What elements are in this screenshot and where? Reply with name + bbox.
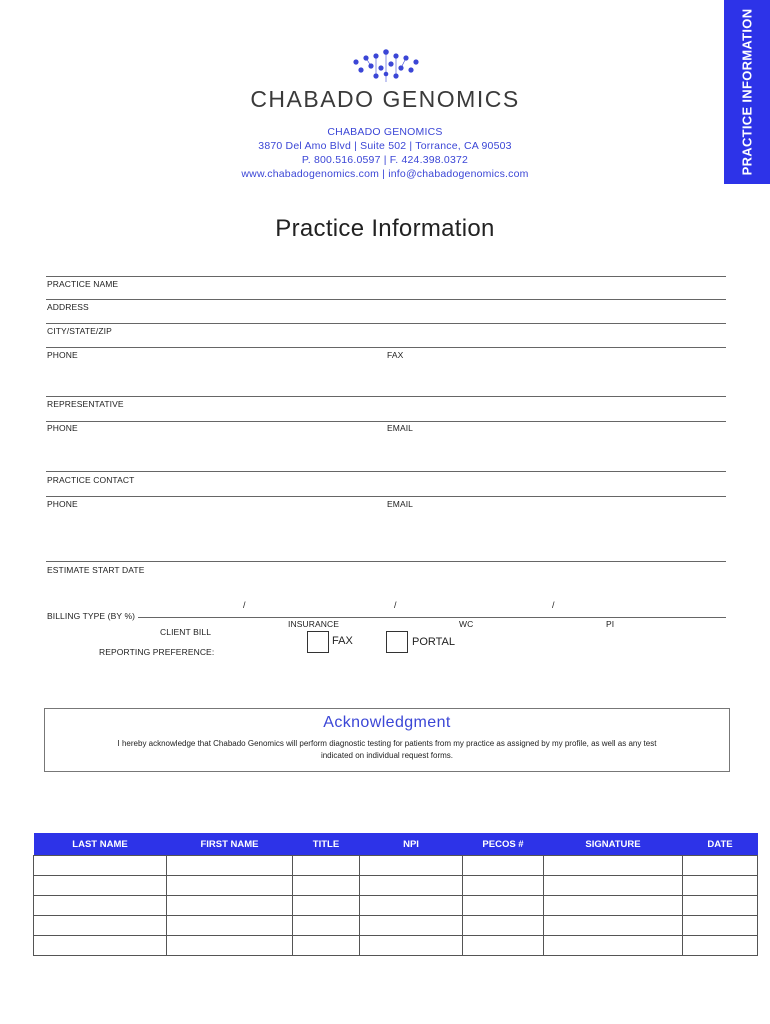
page-title: Practice Information — [275, 215, 495, 242]
table-cell-signature[interactable] — [544, 856, 683, 876]
table-cell-date[interactable] — [683, 916, 758, 936]
table-cell-last-name[interactable] — [34, 876, 167, 896]
city-state-zip-field[interactable] — [46, 347, 726, 348]
table-cell-title[interactable] — [293, 936, 360, 956]
estimate-start-date-label: ESTIMATE START DATE — [47, 565, 145, 575]
table-body — [34, 856, 758, 956]
practice-name-field[interactable] — [46, 299, 726, 300]
contact-phone-email-field[interactable] — [46, 561, 726, 562]
phone-fax-field[interactable] — [46, 396, 726, 397]
address-label: ADDRESS — [47, 302, 89, 312]
table-cell-last-name[interactable] — [34, 856, 167, 876]
insurance-label: INSURANCE — [288, 619, 339, 629]
contact-company: CHABADO GENOMICS — [327, 126, 443, 138]
table-cell-signature[interactable] — [544, 876, 683, 896]
provider-table — [33, 833, 758, 956]
table-cell-npi[interactable] — [360, 936, 463, 956]
city-state-zip-label: CITY/STATE/ZIP — [47, 326, 112, 336]
column-header-title: TITLE — [293, 833, 360, 856]
table-cell-pecos[interactable] — [463, 936, 544, 956]
table-cell-title[interactable] — [293, 896, 360, 916]
table-row — [34, 856, 758, 876]
table-cell-first-name[interactable] — [167, 896, 293, 916]
table-header-row — [34, 833, 758, 856]
practice-contact-label: PRACTICE CONTACT — [47, 475, 135, 485]
column-header-date: DATE — [683, 833, 758, 856]
table-cell-npi[interactable] — [360, 876, 463, 896]
table-row — [34, 896, 758, 916]
billing-separator: / — [552, 600, 555, 610]
billing-type-field[interactable] — [138, 617, 726, 618]
table-row — [34, 936, 758, 956]
website-link[interactable]: www.chabadogenomics.com | info@chabadogenomics.com — [241, 168, 529, 180]
table-row — [34, 876, 758, 896]
table-cell-date[interactable] — [683, 936, 758, 956]
table-cell-title[interactable] — [293, 876, 360, 896]
client-bill-label: CLIENT BILL — [160, 627, 212, 637]
table-cell-first-name[interactable] — [167, 916, 293, 936]
fax-label: FAX — [387, 350, 404, 360]
table-cell-title[interactable] — [293, 916, 360, 936]
column-header-npi: NPI — [360, 833, 463, 856]
table-cell-signature[interactable] — [544, 916, 683, 936]
phone-label: PHONE — [47, 350, 78, 360]
table-cell-signature[interactable] — [544, 936, 683, 956]
table-cell-first-name[interactable] — [167, 876, 293, 896]
fax-checkbox[interactable] — [307, 631, 329, 653]
chabado-logo-icon — [350, 48, 422, 84]
address-field[interactable] — [46, 323, 726, 324]
representative-field[interactable] — [46, 421, 726, 422]
rep-email-label: EMAIL — [387, 423, 414, 433]
table-cell-last-name[interactable] — [34, 936, 167, 956]
table-cell-last-name[interactable] — [34, 916, 167, 936]
portal-option-label: PORTAL — [412, 636, 455, 648]
table-cell-pecos[interactable] — [463, 916, 544, 936]
pi-label: PI — [606, 619, 615, 629]
table-cell-date[interactable] — [683, 856, 758, 876]
column-header-last-name: LAST NAME — [34, 833, 167, 856]
contact-phone-fax: P. 800.516.0597 | F. 424.398.0372 — [301, 154, 469, 166]
table-cell-title[interactable] — [293, 856, 360, 876]
table-cell-pecos[interactable] — [463, 856, 544, 876]
fax-option-label: FAX — [332, 635, 353, 647]
table-cell-last-name[interactable] — [34, 896, 167, 916]
column-header-first-name: FIRST NAME — [167, 833, 293, 856]
practice-contact-field[interactable] — [46, 496, 726, 497]
contact-phone-label: PHONE — [47, 499, 78, 509]
column-header-signature: SIGNATURE — [544, 833, 683, 856]
table-cell-signature[interactable] — [544, 896, 683, 916]
brand-name: CHABADO GENOMICS — [250, 86, 520, 112]
table-cell-first-name[interactable] — [167, 856, 293, 876]
rep-phone-email-field[interactable] — [46, 471, 726, 472]
contact-address: 3870 Del Amo Blvd | Suite 502 | Torrance, CA 90503 — [258, 140, 512, 152]
contact-email-label: EMAIL — [387, 499, 414, 509]
reporting-preference-label: REPORTING PREFERENCE: — [99, 647, 215, 657]
table-cell-date[interactable] — [683, 896, 758, 916]
table-row — [34, 916, 758, 936]
billing-separator: / — [243, 600, 246, 610]
wc-label: WC — [459, 619, 474, 629]
rep-phone-label: PHONE — [47, 423, 78, 433]
table-cell-npi[interactable] — [360, 916, 463, 936]
acknowledgment-title: Acknowledgment — [323, 714, 451, 731]
divider — [46, 276, 726, 277]
column-header-pecos: PECOS # — [463, 833, 544, 856]
billing-type-label: BILLING TYPE (BY %) — [47, 611, 136, 621]
acknowledgment-text: I hereby acknowledge that Chabado Genomics will perform diagnostic testing for patients from my practice as assigned by my profile, as well as any test indicated on individual request forms. — [117, 739, 657, 760]
billing-separator: / — [394, 600, 397, 610]
portal-checkbox[interactable] — [386, 631, 408, 653]
practice-name-label: PRACTICE NAME — [47, 279, 119, 289]
contact-web-email — [0, 168, 770, 180]
acknowledgment-box — [44, 708, 730, 772]
table-cell-npi[interactable] — [360, 856, 463, 876]
representative-label: REPRESENTATIVE — [47, 399, 124, 409]
table-cell-pecos[interactable] — [463, 876, 544, 896]
table-cell-date[interactable] — [683, 876, 758, 896]
table-cell-npi[interactable] — [360, 896, 463, 916]
side-tab-label: PRACTICE INFORMATION — [739, 8, 755, 176]
table-cell-first-name[interactable] — [167, 936, 293, 956]
table-cell-pecos[interactable] — [463, 896, 544, 916]
